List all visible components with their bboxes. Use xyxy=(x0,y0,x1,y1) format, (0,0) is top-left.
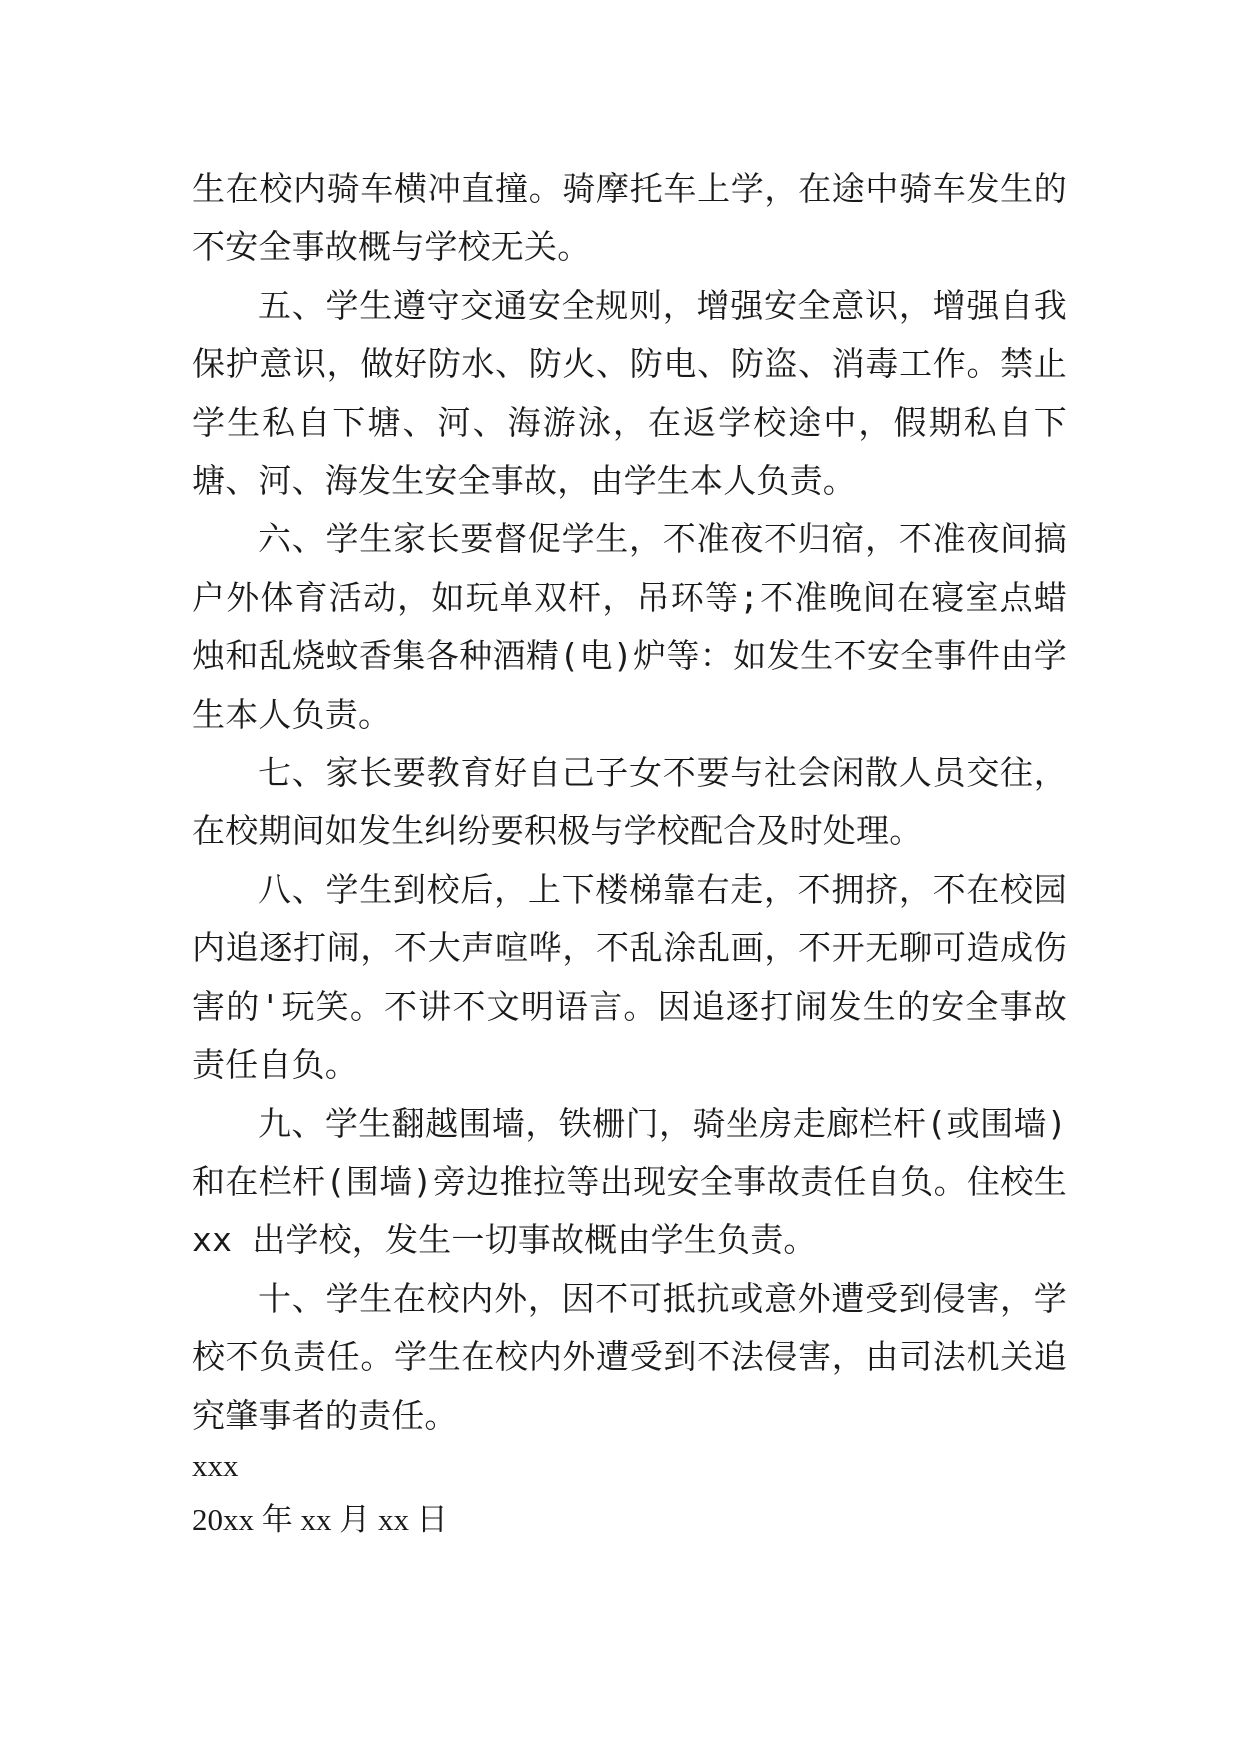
document-body xyxy=(192,160,1067,1445)
paragraph-item-6: 六、学生家长要督促学生，不准夜不归宿，不准夜间搞户外体育活动，如玩单双杆，吊环等;不准晚间在寝室点蜡烛和乱烧蚊香集各种酒精(电)炉等：如发生不安全事件由学生本人负责。 xyxy=(192,519,1067,734)
paragraph-item-7: 七、家长要教育好自己子女不要与社会闲散人员交往，在校期间如发生纠纷要积极与学校配合及时处理。 xyxy=(192,753,1067,851)
signature-date: 20xx 年 xx 月 xx 日 xyxy=(192,1502,448,1537)
paragraph-item-8: 八、学生到校后，上下楼梯靠右走，不拥挤，不在校园内追逐打闹，不大声喧哗，不乱涂乱画，不开无聊可造成伤害的'玩笑。不讲不文明语言。因追逐打闹发生的安全事故责任自负。 xyxy=(192,869,1067,1085)
signature-name: xxx xyxy=(192,1448,239,1483)
paragraph-item-5: 五、学生遵守交通安全规则，增强安全意识，增强自我保护意识，做好防水、防火、防电、防盗、消毒工作。禁止学生私自下塘、河、海游泳，在返学校途中，假期私自下塘、河、海发生安全事故，由学生本人负责。 xyxy=(192,285,1067,501)
paragraph-continued: 生在校内骑车横冲直撞。骑摩托车上学，在途中骑车发生的不安全事故概与学校无关。 xyxy=(192,169,1067,267)
paragraph-item-10: 十、学生在校内外，因不可抵抗或意外遭受到侵害，学校不负责任。学生在校内外遭受到不法侵害，由司法机关追究肇事者的责任。 xyxy=(192,1278,1067,1435)
paragraph-item-9: 九、学生翻越围墙，铁栅门，骑坐房走廊栏杆(或围墙)和在栏杆(围墙)旁边推拉等出现安全事故责任自负。住校生 xx 出学校，发生一切事故概由学生负责。 xyxy=(192,1103,1067,1260)
